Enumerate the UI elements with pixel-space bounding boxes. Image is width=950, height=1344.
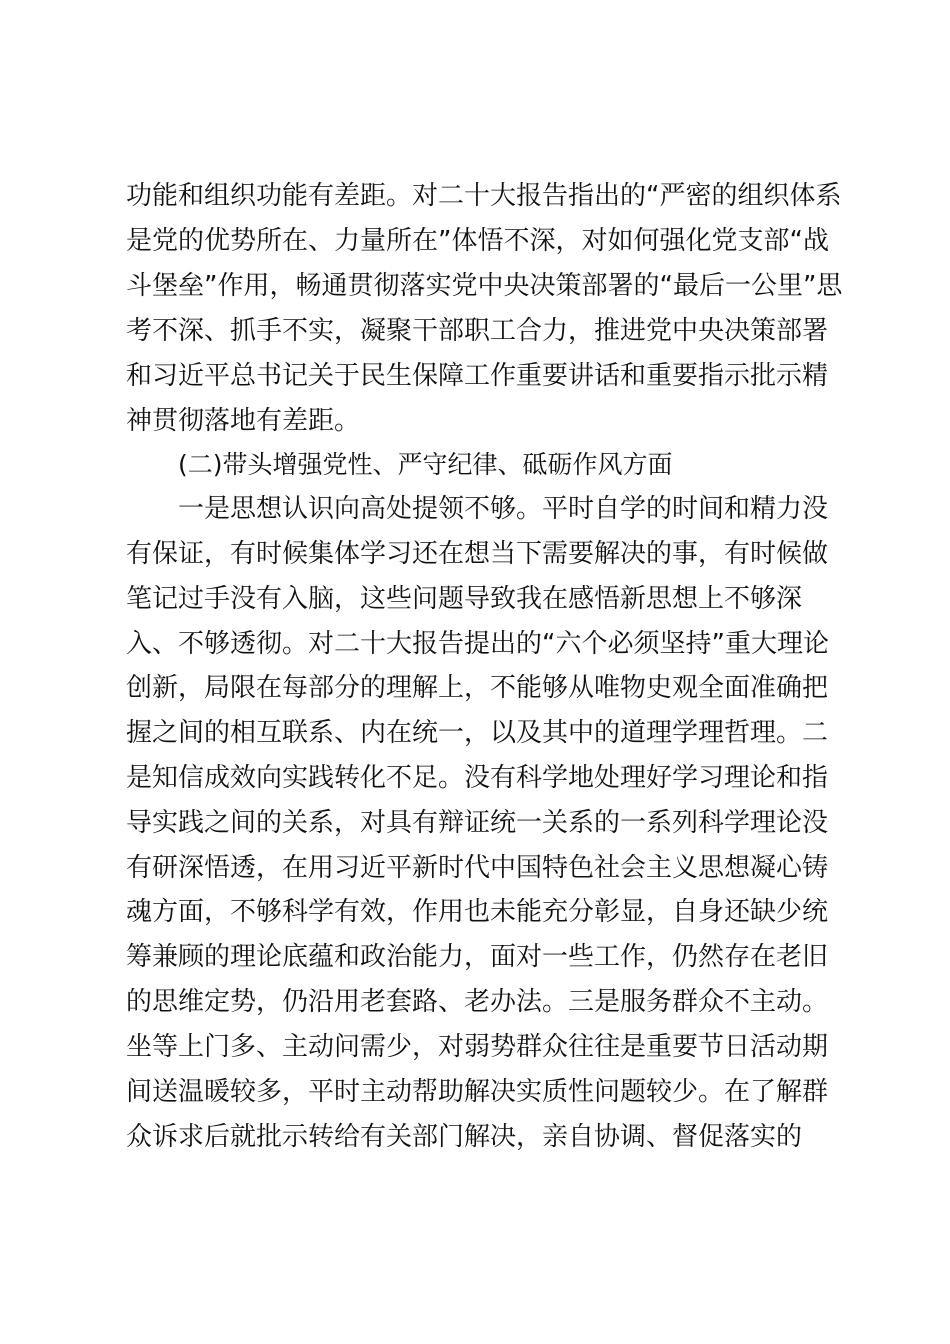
- paragraph-line: 众诉求后就批示转给有关部门解决，亲自协调、督促落实的: [126, 1122, 803, 1152]
- paragraph-line: 创新，局限在每部分的理解上，不能够从唯物史观全面准确把: [126, 673, 829, 703]
- paragraph-line: 笔记过手没有入脑，这些问题导致我在感悟新思想上不够深: [126, 584, 803, 614]
- paragraph-line: 入、不够透彻。对二十大报告提出的“六个必须坚持”重大理论: [126, 629, 829, 659]
- text-line: 神贯彻落地有差距。: [126, 406, 361, 436]
- paragraph-line: 导实践之间的关系，对具有辩证统一关系的一系列科学理论没: [126, 808, 829, 838]
- text-line: 斗堡垒”作用，畅通贯彻落实党中央决策部署的“最后一公里”思: [126, 271, 843, 301]
- paragraph-line: 筹兼顾的理论底蕴和政治能力，面对一些工作，仍然存在老旧: [126, 942, 829, 972]
- paragraph-line: 间送温暖较多，平时主动帮助解决实质性问题较少。在了解群: [126, 1077, 829, 1107]
- paragraph-line: 有研深悟透，在用习近平新时代中国特色社会主义思想凝心铸: [126, 853, 829, 883]
- text-line: 和习近平总书记关于民生保障工作重要讲话和重要指示批示精: [126, 361, 829, 391]
- text-line: 功能和组织功能有差距。对二十大报告指出的“严密的组织体系: [126, 181, 842, 211]
- paragraph-line: 的思维定势，仍沿用老套路、老办法。三是服务群众不主动。: [126, 987, 829, 1017]
- text-line: 是党的优势所在、力量所在”体悟不深，对如何强化党支部“战: [126, 226, 829, 256]
- paragraph-line: 魂方面，不够科学有效，作用也未能充分彰显，自身还缺少统: [126, 897, 829, 927]
- text-line: 考不深、抓手不实，凝聚干部职工合力，推进党中央决策部署: [126, 316, 829, 346]
- paragraph-line: 有保证，有时候集体学习还在想当下需要解决的事，有时候做: [126, 539, 829, 569]
- paragraph-line: 握之间的相互联系、内在统一，以及其中的道理学理哲理。二: [126, 718, 829, 748]
- section-heading: (二)带头增强党性、严守纪律、砥砺作风方面: [178, 450, 673, 479]
- paragraph-line: 坐等上门多、主动问需少，对弱势群众往往是重要节日活动期: [126, 1032, 829, 1062]
- paragraph-line: 一是思想认识向高处提领不够。平时自学的时间和精力没: [178, 494, 829, 524]
- paragraph-line: 是知信成效向实践转化不足。没有科学地处理好学习理论和指: [126, 763, 829, 793]
